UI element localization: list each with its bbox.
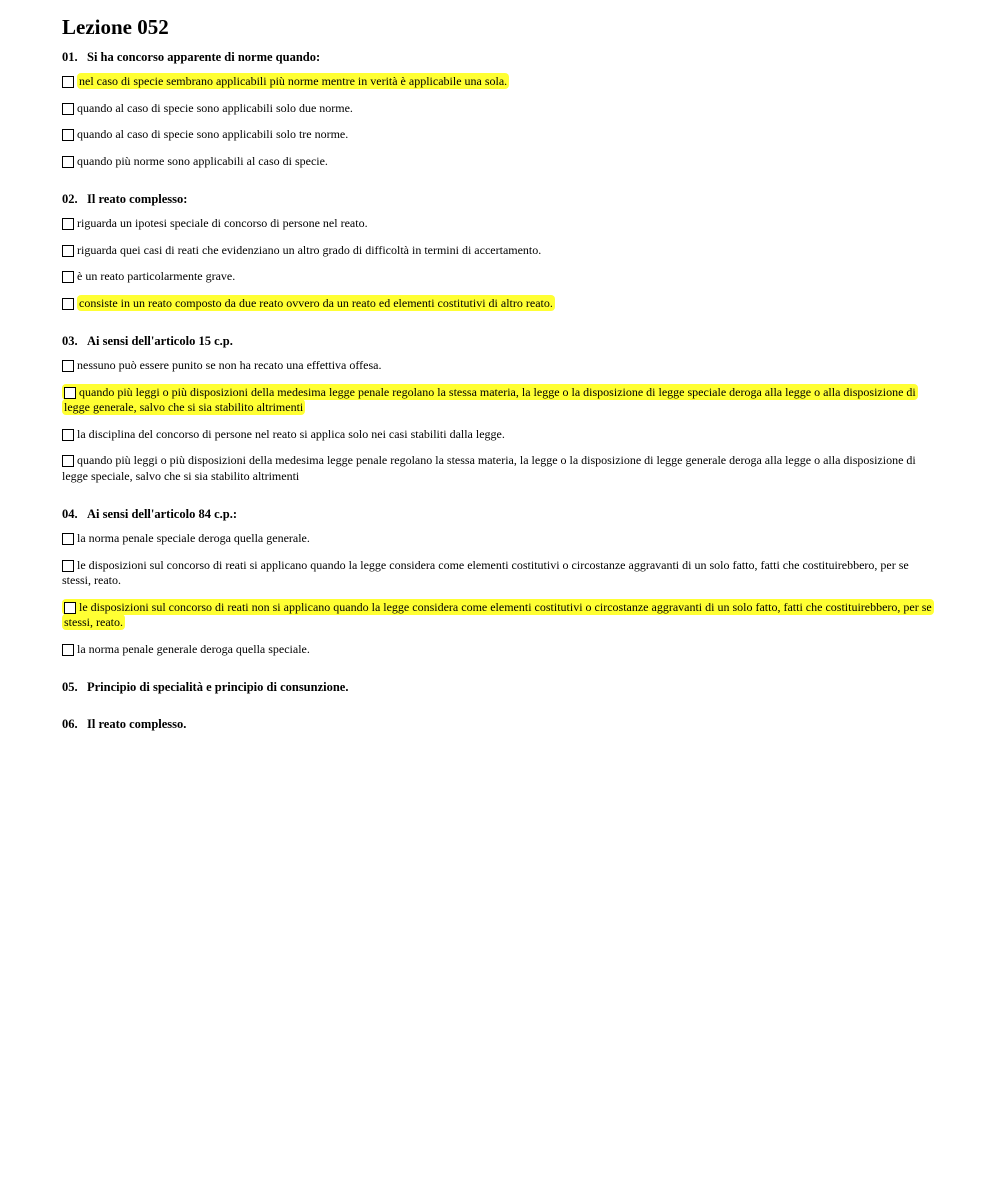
answer-text: riguarda un ipotesi speciale di concorso di persone nel reato. <box>77 216 368 230</box>
checkbox-icon[interactable] <box>62 218 74 230</box>
question-text: Il reato complesso: <box>87 192 188 206</box>
question-text: Ai sensi dell'articolo 15 c.p. <box>87 334 233 348</box>
answer-text-highlighted: le disposizioni sul concorso di reati non si applicano quando la legge considera come elementi costitutivi o circostanze aggravanti di un solo fatto, fatti che costituirebbero, per se stessi, reato. <box>64 599 932 629</box>
answer-option <box>62 531 934 547</box>
answer-text: è un reato particolarmente grave. <box>77 269 236 283</box>
checkbox-icon[interactable] <box>62 533 74 545</box>
checkbox-icon[interactable] <box>64 387 76 399</box>
answer-text: le disposizioni sul concorso di reati si applicano quando la legge considera come elementi costitutivi o circostanze aggravanti di un solo fatto, fatti che costituirebbero, per se stessi, reato. <box>62 557 909 587</box>
question-heading <box>62 679 934 695</box>
question-03 <box>62 333 934 484</box>
answer-option <box>62 642 934 658</box>
question-number: 06. <box>62 717 78 731</box>
question-text: Il reato complesso. <box>87 717 187 731</box>
answer-option <box>62 385 934 416</box>
question-05 <box>62 679 934 695</box>
answer-text: riguarda quei casi di reati che evidenziano un altro grado di difficoltà in termini di accertamento. <box>77 242 542 257</box>
question-text: Principio di specialità e principio di consunzione. <box>87 680 349 694</box>
answer-option <box>62 243 934 259</box>
answer-option <box>62 101 934 117</box>
answer-text-highlighted: nel caso di specie sembrano applicabili più norme mentre in verità è applicabile una sola. <box>79 74 508 88</box>
answer-option <box>62 216 934 232</box>
answer-text: quando al caso di specie sono applicabili solo tre norme. <box>77 127 349 141</box>
answer-option <box>62 453 934 484</box>
answer-option <box>62 600 934 631</box>
question-number: 02. <box>62 192 78 206</box>
answer-option <box>62 74 934 90</box>
question-heading <box>62 49 934 65</box>
checkbox-icon[interactable] <box>62 298 74 310</box>
checkbox-icon[interactable] <box>62 560 74 572</box>
checkbox-icon[interactable] <box>62 129 74 141</box>
checkbox-icon[interactable] <box>62 360 74 372</box>
question-06 <box>62 716 934 732</box>
answer-text: la norma penale speciale deroga quella generale. <box>77 531 310 545</box>
answer-option <box>62 358 934 374</box>
question-text: Si ha concorso apparente di norme quando: <box>87 50 321 64</box>
answer-option <box>62 127 934 143</box>
question-heading <box>62 191 934 207</box>
question-heading <box>62 716 934 732</box>
question-heading <box>62 506 934 522</box>
answer-text-highlighted: consiste in un reato composto da due reato ovvero da un reato ed elementi costitutivi di altro reato. <box>79 295 553 310</box>
question-02 <box>62 191 934 311</box>
checkbox-icon[interactable] <box>62 429 74 441</box>
checkbox-icon[interactable] <box>64 602 76 614</box>
answer-option <box>62 296 934 312</box>
answer-text: quando più norme sono applicabili al caso di specie. <box>77 153 328 168</box>
question-04 <box>62 506 934 657</box>
answer-text: quando al caso di specie sono applicabili solo due norme. <box>77 100 353 115</box>
question-number: 01. <box>62 50 78 64</box>
checkbox-icon[interactable] <box>62 455 74 467</box>
answer-text: nessuno può essere punito se non ha recato una effettiva offesa. <box>77 358 382 372</box>
checkbox-icon[interactable] <box>62 76 74 88</box>
page-title: Lezione 052 <box>62 15 169 39</box>
checkbox-icon[interactable] <box>62 156 74 168</box>
checkbox-icon[interactable] <box>62 245 74 257</box>
checkbox-icon[interactable] <box>62 644 74 656</box>
question-number: 04. <box>62 507 78 521</box>
answer-option <box>62 269 934 285</box>
question-heading <box>62 333 934 349</box>
question-number: 05. <box>62 680 78 694</box>
answer-text: la disciplina del concorso di persone nel reato si applica solo nei casi stabiliti dalla legge. <box>77 426 505 441</box>
document <box>62 14 934 753</box>
checkbox-icon[interactable] <box>62 103 74 115</box>
question-text: Ai sensi dell'articolo 84 c.p.: <box>87 507 237 521</box>
answer-option <box>62 154 934 170</box>
checkbox-icon[interactable] <box>62 271 74 283</box>
answer-text: quando più leggi o più disposizioni della medesima legge penale regolano la stessa materia, la legge o la disposizione di legge generale deroga alla legge o alla disposizione di legge speciale, salvo che si sia stabilito altrimenti <box>62 453 916 483</box>
answer-option <box>62 427 934 443</box>
question-number: 03. <box>62 334 78 348</box>
answer-text: la norma penale generale deroga quella speciale. <box>77 641 310 656</box>
answer-text-highlighted: quando più leggi o più disposizioni della medesima legge penale regolano la stessa materia, la legge o la disposizione di legge speciale deroga alla legge o alla disposizione di legge generale, salvo che si sia stabilito altrimenti <box>64 384 916 414</box>
answer-option <box>62 558 934 589</box>
question-01 <box>62 49 934 169</box>
